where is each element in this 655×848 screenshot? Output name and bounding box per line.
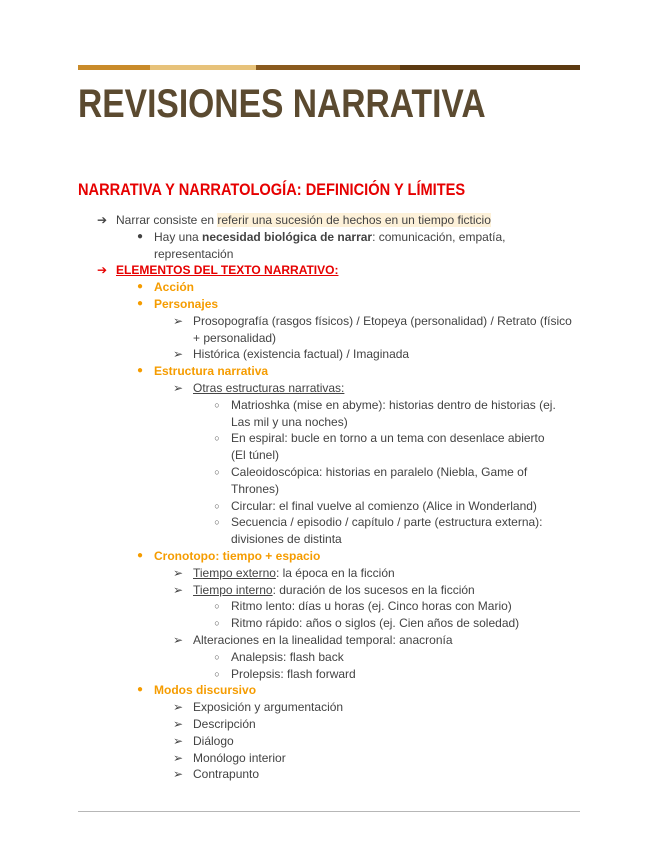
- list-item: [0, 750, 655, 767]
- bar-segment-1: [78, 65, 150, 70]
- item-text: En espiral: bucle en torno a un tema con desenlace abierto (El túnel): [231, 431, 545, 463]
- item-text: Contrapunto: [193, 767, 260, 782]
- category-label: Acción: [154, 280, 195, 295]
- text: : comunicación, empatía, representación: [154, 229, 506, 261]
- chevron-icon: ➢: [172, 716, 184, 731]
- list-item: [0, 430, 655, 464]
- item-text: Descripción: [193, 716, 256, 731]
- circle-icon: ○: [214, 433, 220, 444]
- chevron-icon: ➢: [172, 313, 184, 328]
- chevron-icon: ➢: [172, 767, 184, 782]
- bullet-icon: ●: [136, 281, 144, 293]
- item-text: Prolepsis: flash forward: [231, 666, 356, 681]
- footer-divider: [78, 811, 580, 812]
- list-item: [0, 296, 655, 313]
- list-item: [0, 363, 655, 380]
- circle-icon: ○: [214, 399, 220, 410]
- category-label: Personajes: [154, 296, 219, 311]
- item-text: Otras estructuras narrativas:: [193, 380, 345, 395]
- elements-heading: ELEMENTOS DEL TEXTO NARRATIVO:: [116, 263, 339, 278]
- circle-icon: ○: [214, 618, 220, 629]
- bullet-icon: ●: [136, 549, 144, 561]
- document-body: [0, 212, 655, 783]
- intro-lead: Narrar consiste en: [116, 213, 215, 227]
- list-item: [0, 565, 655, 582]
- list-item: [0, 313, 655, 347]
- item-text: Diálogo: [193, 733, 234, 748]
- item-text: Exposición y argumentación: [193, 700, 344, 715]
- chevron-icon: ➢: [172, 750, 184, 765]
- chevron-icon: ➢: [172, 582, 184, 597]
- item-text: Monólogo interior: [193, 750, 286, 765]
- list-item: [0, 229, 655, 263]
- arrow-icon: ➔: [96, 213, 108, 227]
- underlined-term: Tiempo externo: [193, 565, 276, 580]
- list-item: [0, 548, 655, 565]
- bold-text: necesidad biológica de narrar: [202, 229, 373, 244]
- chevron-icon: ➢: [172, 347, 184, 362]
- category-label: Modos discursivo: [154, 683, 257, 698]
- document-title: REVISIONES NARRATIVA: [78, 82, 486, 126]
- item-text: Ritmo lento: días u horas (ej. Cinco horas con Mario): [231, 599, 512, 614]
- chevron-icon: ➢: [172, 632, 184, 647]
- text: Hay una: [154, 229, 203, 244]
- list-item: [0, 380, 655, 397]
- title-decoration-bar: [78, 65, 580, 70]
- list-item: [0, 397, 655, 431]
- bullet-icon: ●: [136, 365, 144, 377]
- item-text: : la época en la ficción: [275, 565, 395, 580]
- item-text: Histórica (existencia factual) / Imaginada: [193, 347, 410, 362]
- chevron-icon: ➢: [172, 700, 184, 715]
- list-item: [0, 666, 655, 683]
- circle-icon: ○: [214, 466, 220, 477]
- list-item: [0, 733, 655, 750]
- circle-icon: ○: [214, 668, 220, 679]
- list-item: [0, 632, 655, 649]
- list-item: [0, 649, 655, 666]
- list-item: [0, 582, 655, 599]
- highlighted-text: referir una sucesión de hechos en un tiempo ficticio: [217, 213, 491, 227]
- arrow-icon: ➔: [96, 263, 108, 278]
- category-label: Estructura narrativa: [154, 364, 269, 379]
- category-label: Cronotopo: tiempo + espacio: [154, 548, 321, 563]
- bullet-icon: ●: [136, 230, 144, 242]
- list-item: [0, 766, 655, 783]
- chevron-icon: ➢: [172, 380, 184, 395]
- item-text: Prosopografía (rasgos físicos) / Etopeya (personalidad) / Retrato (físico + personalidad): [193, 313, 572, 345]
- list-item: [0, 212, 655, 229]
- list-item: [0, 699, 655, 716]
- section-heading: NARRATIVA Y NARRATOLOGÍA: DEFINICIÓN Y LÍMITES: [78, 180, 466, 199]
- item-text: Caleoidoscópica: historias en paralelo (Niebla, Game of Thrones): [231, 464, 528, 496]
- item-text: Circular: el final vuelve al comienzo (Alice in Wonderland): [231, 498, 537, 513]
- bullet-icon: ●: [136, 297, 144, 309]
- circle-icon: ○: [214, 601, 220, 612]
- chevron-icon: ➢: [172, 565, 184, 580]
- circle-icon: ○: [214, 517, 220, 528]
- circle-icon: ○: [214, 500, 220, 511]
- bar-segment-3: [256, 65, 400, 70]
- list-item: [0, 346, 655, 363]
- list-item: [0, 514, 655, 548]
- list-item: [0, 262, 655, 279]
- item-text: Alteraciones en la linealidad temporal: anacronía: [193, 632, 453, 647]
- list-item: [0, 464, 655, 498]
- bullet-icon: ●: [136, 684, 144, 696]
- item-text: Matrioshka (mise en abyme): historias dentro de historias (ej. Las mil y una noches): [231, 397, 556, 429]
- item-text: Analepsis: flash back: [231, 649, 344, 664]
- list-item: [0, 682, 655, 699]
- item-text: : duración de los sucesos en la ficción: [272, 582, 475, 597]
- list-item: [0, 716, 655, 733]
- underlined-term: Tiempo interno: [193, 582, 273, 597]
- list-item: [0, 598, 655, 615]
- item-text: Secuencia / episodio / capítulo / parte (estructura externa): divisiones de distinta: [231, 515, 543, 547]
- list-item: [0, 279, 655, 296]
- bar-segment-2: [150, 65, 256, 70]
- bar-segment-4: [400, 65, 580, 70]
- list-item: [0, 498, 655, 515]
- list-item: [0, 615, 655, 632]
- chevron-icon: ➢: [172, 733, 184, 748]
- item-text: Ritmo rápido: años o siglos (ej. Cien años de soledad): [231, 616, 520, 631]
- circle-icon: ○: [214, 651, 220, 662]
